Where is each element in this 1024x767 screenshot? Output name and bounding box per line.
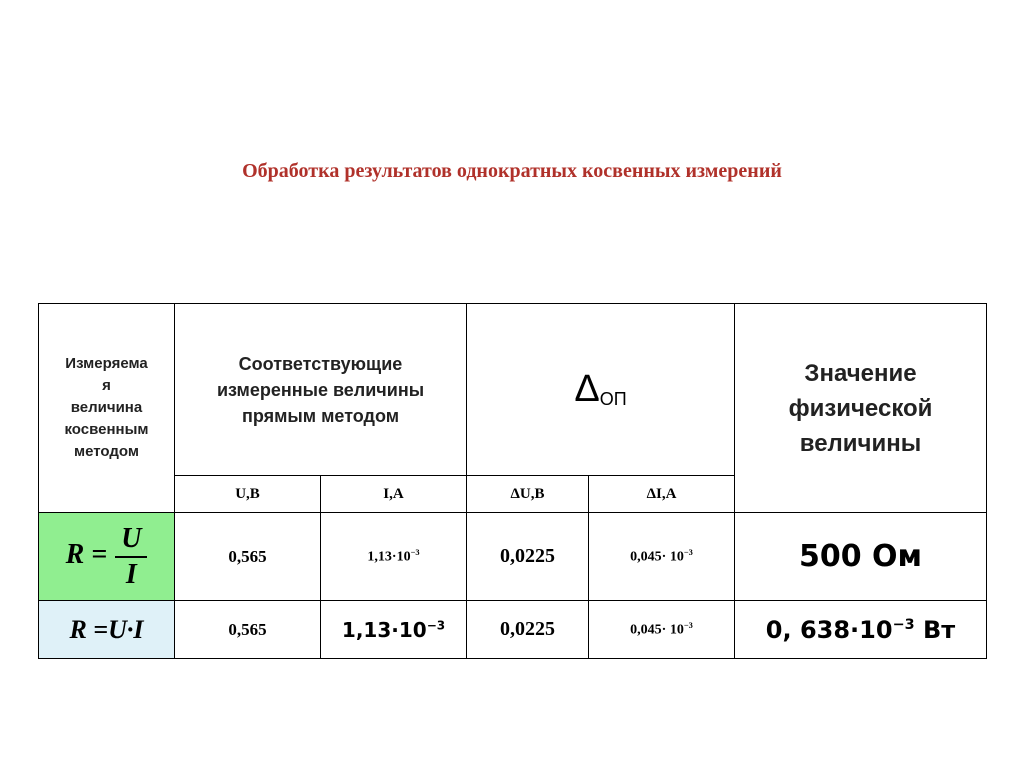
subheader-di: ΔI,А xyxy=(589,476,735,513)
cell-i: $1,13\cdot 10^{-3}$ xyxy=(321,601,467,659)
header-measured-indirect: Измеряема я величина косвенным методом xyxy=(39,304,175,513)
cell-u: 0,565 xyxy=(175,601,321,659)
cell-u: 0,565 xyxy=(175,513,321,601)
cell-value: 0, $638\cdot 10^{-3}$ Вт xyxy=(735,601,987,659)
header-direct-values: Соответствующие измеренные величины прямым методом xyxy=(175,304,467,476)
subheader-u: U,В xyxy=(175,476,321,513)
table-row xyxy=(39,601,987,659)
header-delta-op: $\Delta_{ОП}$ xyxy=(467,304,735,476)
page-title: Обработка результатов однократных косвенных измерений xyxy=(242,160,782,182)
results-table xyxy=(38,303,987,659)
cell-di: $0,045\cdot 10^{-3}$ xyxy=(589,513,735,601)
formula-r-divide: R = $\frac{U}{I}$ xyxy=(39,513,175,601)
cell-du: 0,0225 xyxy=(467,601,589,659)
cell-du: 0,0225 xyxy=(467,513,589,601)
subheader-du: ΔU,В xyxy=(467,476,589,513)
table-row xyxy=(39,513,987,601)
header-physical-value: Значение физической величины xyxy=(735,304,987,513)
formula-r-multiply: R =U·I xyxy=(39,601,175,659)
cell-value: 500 Ом xyxy=(735,513,987,601)
cell-di: $0,045\cdot 10^{-3}$ xyxy=(589,601,735,659)
header-row xyxy=(39,304,987,476)
cell-i: $1,13\cdot 10^{-3}$ xyxy=(321,513,467,601)
subheader-i: I,А xyxy=(321,476,467,513)
